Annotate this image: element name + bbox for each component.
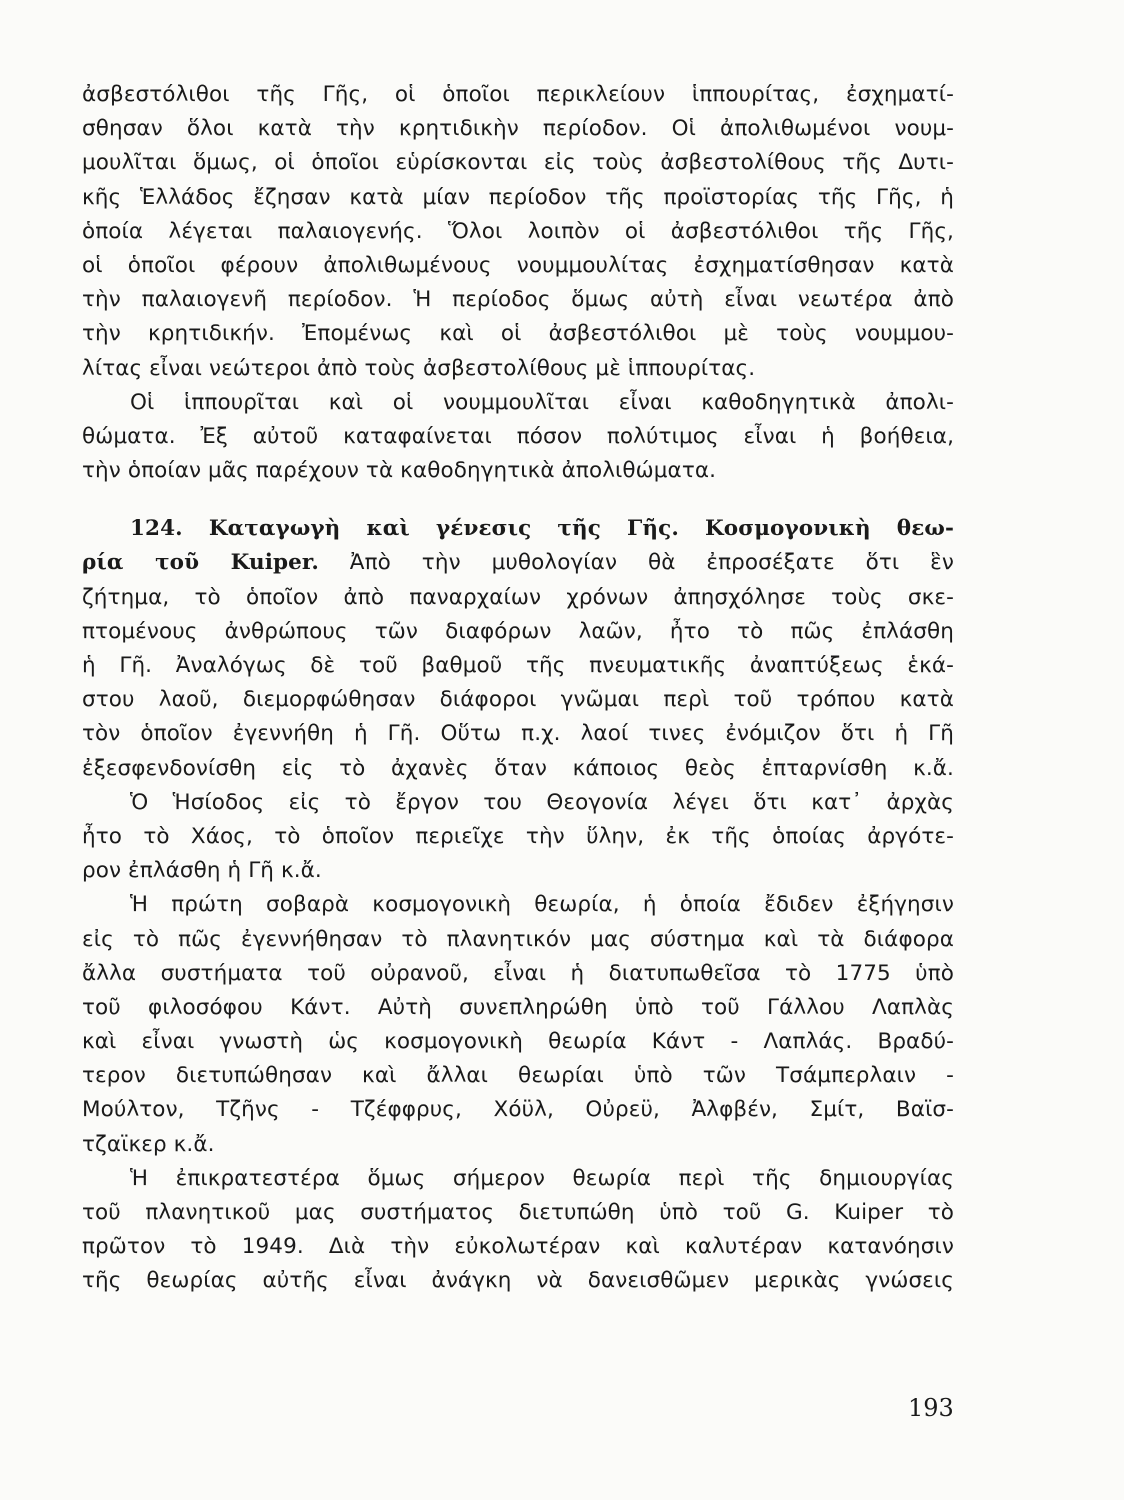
text-line: καὶ εἶναι γνωστὴ ὡς κοσμογονικὴ θεωρία Κάντ - Λαπλάς. Βραδύ- bbox=[82, 1029, 954, 1055]
text-line: τερον διετυπώθησαν καὶ ἄλλαι θεωρίαι ὑπὸ τῶν Τσάμπερλαιν - bbox=[82, 1063, 954, 1089]
text-line: τζαϊκερ κ.ἄ. bbox=[82, 1131, 215, 1157]
text-line: ἀσβεστόλιθοι τῆς Γῆς, οἱ ὁποῖοι περικλείουν ἱππουρίτας, ἐσχηματί- bbox=[82, 82, 954, 107]
text-line: λίτας εἶναι νεώτεροι ἀπὸ τοὺς ἀσβεστολίθους μὲ ἱππουρίτας. bbox=[82, 355, 756, 381]
text-line: τὴν κρητιδικήν. Ἐπομένως καὶ οἱ ἀσβεστόλιθοι μὲ τοὺς νουμμου- bbox=[82, 321, 954, 347]
text-line bbox=[82, 546, 954, 580]
paragraph-4 bbox=[82, 786, 954, 889]
text-line: σθησαν ὅλοι κατὰ τὴν κρητιδικὴν περίοδον. Οἱ ἀπολιθωμένοι νουμ- bbox=[82, 116, 954, 142]
text-line: ρον ἐπλάσθη ἡ Γῆ κ.ἄ. bbox=[82, 858, 322, 884]
text-fragment: Ἀπὸ τὴν μυθολογίαν θὰ ἐπροσέξατε ὅτι ἓν bbox=[318, 550, 954, 576]
text-line: ἡ Γῆ. Ἀναλόγως δὲ τοῦ βαθμοῦ τῆς πνευματικῆς ἀναπτύξεως ἑκά- bbox=[82, 653, 954, 678]
text-line: τὴν παλαιογενῆ περίοδον. Ἡ περίοδος ὅμως αὐτὴ εἶναι νεωτέρα ἀπὸ bbox=[82, 287, 954, 313]
text-line: πρῶτον τὸ 1949. Διὰ τὴν εὐκολωτέραν καὶ καλυτέραν κατανόησιν bbox=[82, 1234, 954, 1260]
text-line: στου λαοῦ, διεμορφώθησαν διάφοροι γνῶμαι περὶ τοῦ τρόπου κατὰ bbox=[82, 687, 954, 713]
text-line: κῆς Ἑλλάδος ἔζησαν κατὰ μίαν περίοδον τῆς προϊστορίας τῆς Γῆς, ἡ bbox=[82, 184, 954, 210]
text-line: Ἡ πρώτη σοβαρὰ κοσμογονικὴ θεωρία, ἡ ὁποία ἔδιδεν ἐξήγησιν bbox=[130, 892, 954, 918]
page-text bbox=[82, 78, 954, 1299]
section-heading: 124. Καταγωγὴ καὶ γένεσις τῆς Γῆς. Κοσμογονικὴ θεω- bbox=[130, 516, 954, 542]
text-line: ἄλλα συστήματα τοῦ οὐρανοῦ, εἶναι ἡ διατυπωθεῖσα τὸ 1775 ὑπὸ bbox=[82, 960, 954, 986]
text-line: οἱ ὁποῖοι φέρουν ἀπολιθωμένους νουμμουλίτας ἐσχηματίσθησαν κατὰ bbox=[82, 252, 954, 278]
paragraph-1 bbox=[82, 78, 954, 386]
text-line: Μούλτον, Τζῆνς - Τζέφφρυς, Χόϋλ, Οὐρεϋ, Ἀλφβέν, Σμίτ, Βαϊσ- bbox=[82, 1097, 954, 1123]
section-gap bbox=[82, 488, 954, 512]
paragraph-6 bbox=[82, 1162, 954, 1299]
text-line: τὴν ὁποίαν μᾶς παρέχουν τὰ καθοδηγητικὰ ἀπολιθώματα. bbox=[82, 458, 717, 484]
text-line: Ἡ ἐπικρατεστέρα ὅμως σήμερον θεωρία περὶ τῆς δημιουργίας bbox=[130, 1165, 954, 1191]
text-line: Ὁ Ἡσίοδος εἰς τὸ ἔργον του Θεογονία λέγει ὅτι κατ᾽ ἀρχὰς bbox=[130, 789, 954, 815]
text-line: τὸν ὁποῖον ἐγεννήθη ἡ Γῆ. Οὕτω π.χ. λαοί τινες ἐνόμιζον ὅτι ἡ Γῆ bbox=[82, 721, 954, 747]
section-heading-cont: ρία τοῦ Kuiper. bbox=[82, 550, 319, 576]
text-line: μουλῖται ὅμως, οἱ ὁποῖοι εὑρίσκονται εἰς τοὺς ἀσβεστολίθους τῆς Δυτι- bbox=[82, 150, 954, 176]
text-line: ὁποία λέγεται παλαιογενής. Ὅλοι λοιπὸν οἱ ἀσβεστόλιθοι τῆς Γῆς, bbox=[82, 218, 954, 244]
text-line: εἰς τὸ πῶς ἐγεννήθησαν τὸ πλανητικόν μας σύστημα καὶ τὰ διάφορα bbox=[82, 926, 954, 952]
text-line: τοῦ πλανητικοῦ μας συστήματος διετυπώθη ὑπὸ τοῦ G. Kuiper τὸ bbox=[82, 1200, 954, 1225]
text-line: Οἱ ἱππουρῖται καὶ οἱ νουμμουλῖται εἶναι καθοδηγητικὰ ἀπολι- bbox=[130, 389, 954, 415]
text-line: θώματα. Ἐξ αὐτοῦ καταφαίνεται πόσον πολύτιμος εἶναι ἡ βοήθεια, bbox=[82, 423, 954, 449]
text-line: τοῦ φιλοσόφου Κάντ. Αὐτὴ συνεπληρώθη ὑπὸ τοῦ Γάλλου Λαπλὰς bbox=[82, 994, 954, 1020]
section-124 bbox=[82, 512, 954, 786]
text-line: πτομένους ἀνθρώπους τῶν διαφόρων λαῶν, ἦτο τὸ πῶς ἐπλάσθη bbox=[82, 618, 954, 644]
text-line: ἐξεσφενδονίσθη εἰς τὸ ἀχανὲς ὅταν κάποιος θεὸς ἐπταρνίσθη κ.ἄ. bbox=[82, 755, 954, 781]
text-line: τῆς θεωρίας αὐτῆς εἶναι ἀνάγκη νὰ δανεισθῶμεν μερικὰς γνώσεις bbox=[82, 1268, 954, 1294]
text-line: ζήτημα, τὸ ὁποῖον ἀπὸ παναρχαίων χρόνων ἀπησχόλησε τοὺς σκε- bbox=[82, 584, 954, 610]
text-line: ἦτο τὸ Χάος, τὸ ὁποῖον περιεῖχε τὴν ὕλην, ἐκ τῆς ὁποίας ἀργότε- bbox=[82, 823, 954, 849]
paragraph-2 bbox=[82, 386, 954, 489]
page-number: 193 bbox=[908, 1394, 954, 1422]
paragraph-5 bbox=[82, 888, 954, 1162]
